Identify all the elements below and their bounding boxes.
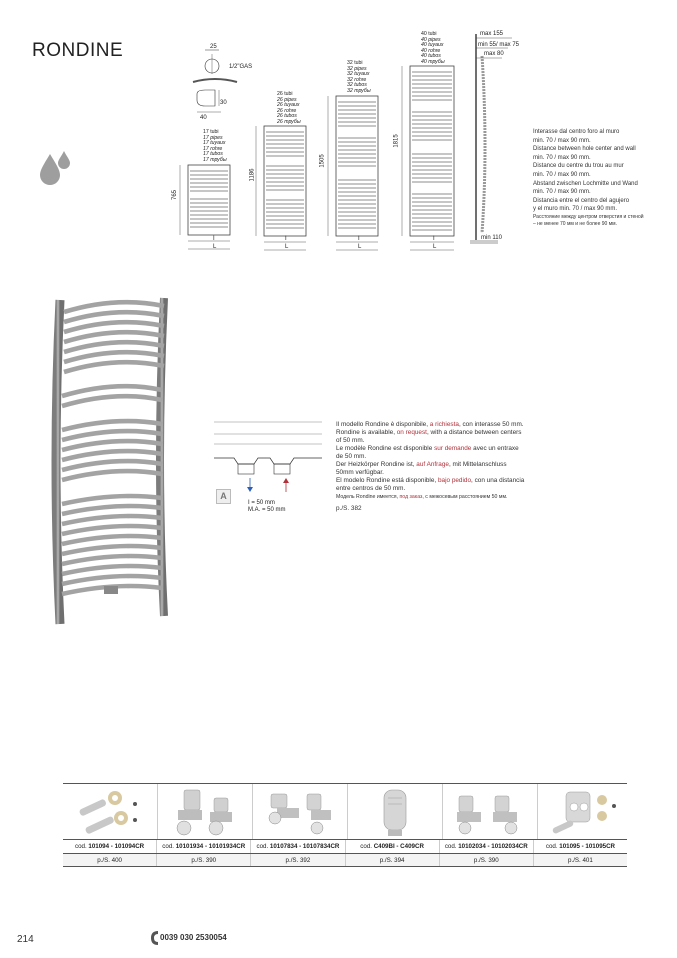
page-title: RONDINE (32, 40, 124, 61)
info-page-ref: p./S. 382 (336, 505, 362, 512)
radiator-diagram-32 (320, 94, 390, 256)
width-label: 40 (200, 115, 207, 121)
wall-distance-note: Interasse dal centro foro al muro min. 70 / max 90 mm. Distance between hole center and wall min. 70 / max 90 mm. Distance du centre du trou au mur min. 70 / max 90 mm. Abstand zwischen Lochmitte und Wand min. 70 / max 90 mm. Distancia entre el centro del agujero y el muro min. 70 / max 90 mm. Расстояние между центром отверстия и стеной – не менее 70 мм и не более 90 мм. (533, 129, 644, 227)
wall-max80: max 80 (484, 51, 504, 57)
accessory-page-3[interactable]: p./S. 392 (250, 854, 344, 866)
accessory-image-4[interactable] (347, 784, 442, 839)
radiator-diagram-40 (394, 64, 466, 256)
accessory-code-6: cod. 101095 - 101095CR (533, 840, 627, 853)
dim-l-4: L (433, 244, 437, 250)
dim-i-4: I (433, 236, 435, 242)
dim-i-1: I (213, 236, 215, 242)
wall-min55: min 55/ max 75 (478, 42, 520, 48)
accessory-page-5[interactable]: p./S. 390 (439, 854, 533, 866)
dual-valve-icon (443, 784, 537, 840)
dim-i-2: I (285, 236, 287, 242)
accessory-image-3[interactable] (252, 784, 347, 839)
depth-label: 30 (220, 100, 227, 106)
accessory-page-6[interactable]: p./S. 401 (533, 854, 627, 866)
model-32-tubes-label: 32 tubi 32 pipes 32 tuyaux 32 rohre 32 tubos 32 трубы (347, 60, 371, 94)
center-kit-icon (538, 784, 632, 840)
thermostatic-head-icon (348, 784, 442, 840)
height-1505: 1505 (319, 154, 326, 168)
radiator-diagram-17 (170, 163, 240, 255)
accessory-image-5[interactable] (442, 784, 537, 839)
accessory-code-4: cod. C409BI - C409CR (345, 840, 439, 853)
accessory-image-1[interactable] (63, 784, 157, 839)
dim-l-1: L (213, 244, 217, 250)
connection-spec: I = 50 mm M.A. = 50 mm (248, 500, 286, 513)
accessory-code-2: cod. 10101934 - 10101934CR (156, 840, 250, 853)
wall-max155: max 155 (480, 31, 504, 37)
page-number: 214 (17, 934, 34, 945)
angle-valve-icon (253, 784, 347, 840)
accessory-page-4[interactable]: p./S. 394 (345, 854, 439, 866)
model-17-tubes-label: 17 tubi 17 pipes 17 tuyaux 17 rohre 17 tubos 17 трубы (203, 129, 227, 163)
thermostatic-valve-icon (158, 784, 252, 840)
accessory-code-1: cod. 101094 - 101094CR (75, 843, 145, 850)
pipe-diameter-label: 25 (210, 44, 217, 50)
accessory-code-5: cod. 10102034 - 10102034CR (439, 840, 533, 853)
phone-number[interactable]: 0039 030 2530054 (160, 933, 227, 942)
height-1815: 1815 (393, 134, 400, 148)
wall-side-diagram (468, 28, 530, 248)
accessory-image-2[interactable] (157, 784, 252, 839)
dim-l-2: L (285, 244, 289, 250)
center-connection-info: Il modello Rondine è disponibile, a richiesta, con interasse 50 mm. Rondine is available, on request, with a distance between centers of 50 mm. Le modèle Rondine est disponible sur demande avec un entraxe de 50 mm. Der Heizkörper Rondine ist, auf Anfrage, mit Mittelanschluss 50mm verfügbar. El modelo Rondine está disponible, bajo pedido, con una distancia entre centros de 50 mm. Модель Rondine имеется, под заказ, с межосевым расстоянием 50 мм. p./S. 382 (336, 421, 525, 512)
accessory-image-6[interactable] (537, 784, 632, 839)
fitting-diagram (185, 44, 245, 124)
connection-type-tag: A (216, 489, 231, 504)
dim-l-3: L (358, 244, 362, 250)
phone-icon (150, 930, 160, 946)
water-drops-icon (38, 150, 72, 186)
height-1186: 1186 (249, 168, 256, 182)
accessory-page-2[interactable]: p./S. 390 (156, 854, 250, 866)
valve-kit-icon (63, 784, 157, 840)
accessory-code-3: cod. 10107834 - 10107834CR (250, 840, 344, 853)
accessories-table (63, 783, 627, 867)
model-40-tubes-label: 40 tubi 40 pipes 40 tuyaux 40 rohre 40 tubos 40 трубы (421, 31, 445, 65)
dim-i-3: I (358, 236, 360, 242)
accessory-page-1[interactable]: p./S. 400 (97, 857, 122, 864)
height-765: 765 (172, 189, 179, 201)
model-26-tubes-label: 26 tubi 26 pipes 26 tuyaux 26 rohre 26 tubos 26 трубы (277, 91, 301, 125)
thread-label: 1/2"GAS (229, 64, 253, 70)
wall-min110: min 110 (481, 235, 502, 241)
radiator-product-image (46, 292, 174, 628)
